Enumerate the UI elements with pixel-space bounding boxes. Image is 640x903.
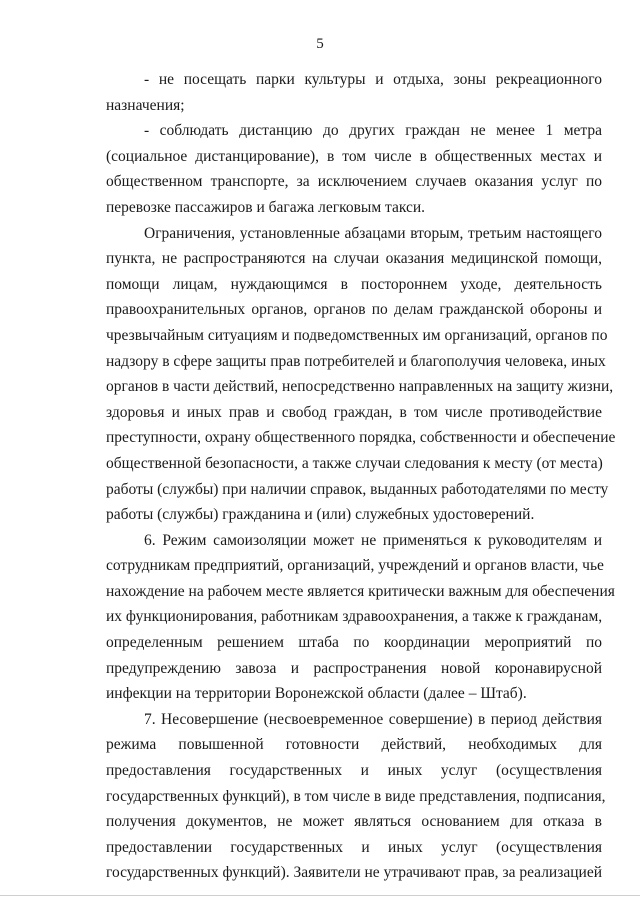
text-line: преступности, охрану общественного порядка, собственности и обеспечение bbox=[106, 429, 616, 447]
text-line: 7. Несовершение (несвоевременное совершение) в период действия bbox=[144, 710, 602, 728]
text-line: общественном транспорте, за исключением случаев оказания услуг по bbox=[106, 173, 602, 191]
text-line: их функционирования, работникам здравоохранения, а также к гражданам, bbox=[106, 608, 603, 626]
text-line: - не посещать парки культуры и отдыха, зоны рекреационного bbox=[144, 71, 602, 88]
text-line: работы (службы) гражданина и (или) служебных удостоверений. bbox=[106, 506, 535, 524]
text-line: предоставления государственных и иных услуг (осуществления bbox=[106, 762, 602, 780]
text-line: предоставлении государственных и иных услуг (осуществления bbox=[106, 838, 602, 856]
text-line: определенным решением штаба по координации мероприятий по bbox=[106, 634, 602, 652]
text-line: инфекции на территории Воронежской области (далее – Штаб). bbox=[106, 685, 527, 703]
page-number: 5 bbox=[316, 36, 324, 52]
text-line: органов в части действий, непосредственно направленных на защиту жизни, bbox=[106, 378, 614, 396]
text-line: здоровья и иных прав и свобод граждан, в том числе противодействие bbox=[106, 403, 602, 421]
text-line: чрезвычайным ситуациям и подведомственных им организаций, органов по bbox=[106, 326, 608, 344]
text-line: государственных функций). Заявители не утрачивают прав, за реализацией bbox=[106, 864, 602, 882]
text-line: пункта, не распространяются на случаи оказания медицинской помощи, bbox=[106, 250, 602, 268]
text-line: надзору в сфере защиты прав потребителей и благополучия человека, иных bbox=[106, 352, 606, 370]
text-line: 6. Режим самоизоляции может не применяться к руководителям и bbox=[144, 531, 602, 549]
text-line: перевозке пассажиров и багажа легковым такси. bbox=[106, 198, 426, 216]
text-line: правоохранительных органов, органов по делам гражданской обороны и bbox=[106, 301, 602, 319]
text-line: - соблюдать дистанцию до других граждан не менее 1 метра bbox=[144, 122, 602, 140]
text-line: нахождение на рабочем месте является критически важным для обеспечения bbox=[106, 582, 615, 600]
document-body bbox=[106, 67, 616, 886]
text-line: государственных функций), в том числе в виде представления, подписания, bbox=[106, 787, 606, 805]
text-line: (социальное дистанцирование), в том числе в общественных местах и bbox=[106, 147, 602, 165]
text-line: назначения; bbox=[106, 96, 185, 114]
text-line: предупреждению завоза и распространения новой коронавирусной bbox=[106, 659, 602, 677]
text-line: сотрудникам предприятий, организаций, учреждений и органов власти, чье bbox=[106, 557, 604, 575]
page-bottom-edge bbox=[0, 895, 640, 896]
text-line: общественной безопасности, а также случаи следования к месту (от места) bbox=[106, 454, 603, 472]
text-line: получения документов, не может являться основанием для отказа в bbox=[106, 813, 602, 831]
text-line: Ограничения, установленные абзацами вторым, третьим настоящего bbox=[144, 224, 602, 242]
text-line: режима повышенной готовности действий, необходимых для bbox=[106, 736, 602, 754]
text-line: помощи лицам, нуждающимся в постороннем уходе, деятельность bbox=[106, 275, 602, 293]
text-line: работы (службы) при наличии справок, выданных работодателями по месту bbox=[106, 480, 609, 498]
